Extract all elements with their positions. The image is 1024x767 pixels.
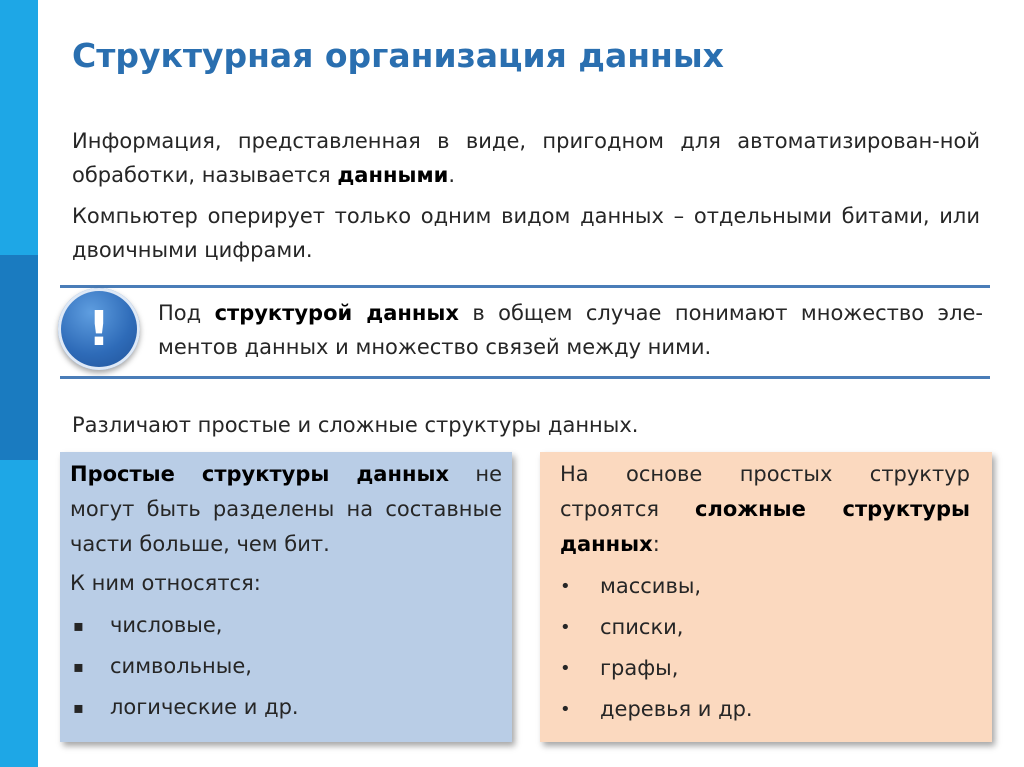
round-bullet-icon: •	[560, 576, 571, 597]
complex-structures-list	[560, 566, 970, 730]
round-bullet-icon: •	[560, 658, 571, 679]
list-item	[560, 607, 970, 648]
accent-bar-highlight	[0, 255, 38, 460]
list-item	[70, 687, 502, 728]
round-bullet-icon: •	[560, 699, 571, 720]
simple-structures-sub: К ним относятся:	[70, 571, 261, 595]
divider-bottom	[60, 376, 990, 379]
definition-bold-term: структурой данных	[214, 301, 459, 325]
exclamation-icon: !	[58, 288, 140, 370]
list-item	[560, 648, 970, 689]
square-bullet-icon: ▪	[73, 657, 84, 676]
intro-bold-term: данными	[337, 163, 449, 187]
list-item	[560, 689, 970, 730]
list-item-label: символьные,	[110, 654, 252, 678]
divider-top	[60, 285, 990, 288]
complex-structures-after: :	[652, 532, 660, 556]
round-bullet-icon: •	[560, 617, 571, 638]
list-item-label: массивы,	[600, 574, 702, 598]
simple-structures-list	[70, 605, 502, 728]
intro-paragraph-data	[72, 124, 980, 192]
complex-structures-box	[540, 452, 992, 742]
intro-text: Информация, представленная в виде, пригодном для автоматизирован-ной обработки, называется	[72, 129, 980, 187]
list-item	[560, 566, 970, 607]
complex-structures-before: На основе простых структур строятся	[560, 462, 970, 521]
list-item-label: числовые,	[110, 613, 223, 637]
list-item-label: логические и др.	[110, 695, 299, 719]
list-item	[70, 605, 502, 646]
list-item-label: графы,	[600, 656, 679, 680]
slide-title: Структурная организация данных	[72, 36, 724, 75]
intro-text-end: .	[448, 163, 456, 187]
square-bullet-icon: ▪	[73, 698, 84, 717]
complex-structures-bold: сложные структуры данных	[560, 497, 970, 556]
square-bullet-icon: ▪	[73, 616, 84, 635]
simple-structures-text	[70, 457, 502, 562]
definition-prefix: Под	[158, 301, 215, 325]
definition-text	[158, 296, 983, 364]
list-item	[70, 646, 502, 687]
list-item-label: деревья и др.	[600, 697, 753, 721]
simple-structures-bold: Простые структуры данных	[70, 462, 450, 486]
complex-structures-text	[560, 457, 970, 562]
simple-structures-desc: не могут быть разделены на составные части больше, чем бит.	[70, 462, 503, 556]
simple-structures-box	[60, 452, 512, 742]
definition-suffix: в общем случае понимают множество эле-ментов данных и множество связей между ними.	[158, 301, 983, 359]
intro-paragraph-bits: Компьютер оперирует только одним видом данных – отдельными битами, или двоичными цифрами.	[72, 204, 980, 262]
list-item-label: списки,	[600, 615, 684, 639]
distinguish-text: Различают простые и сложные структуры данных.	[72, 413, 639, 437]
